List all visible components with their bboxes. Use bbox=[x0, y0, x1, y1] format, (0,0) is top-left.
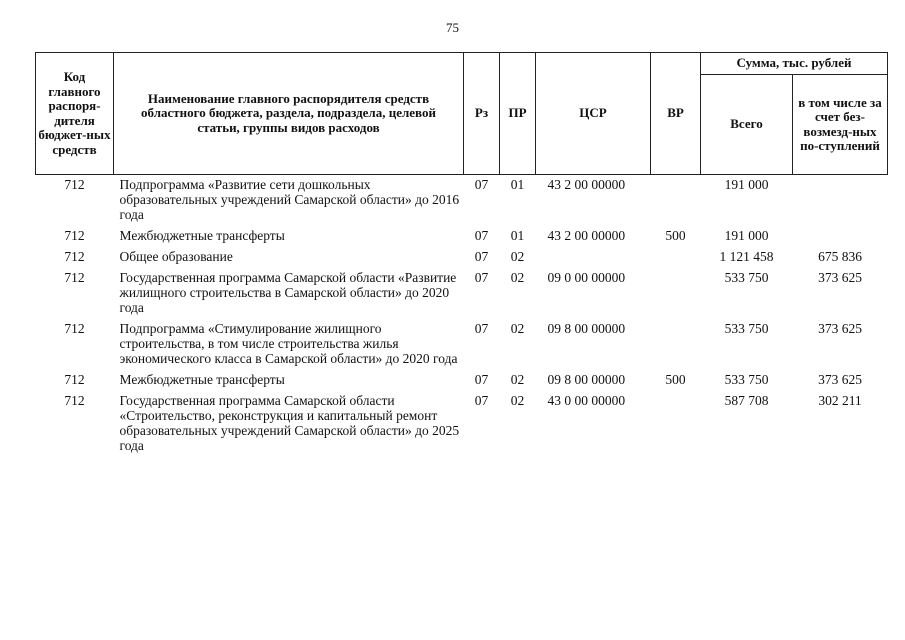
cell-name: Государственная программа Самарской области «Строительство, реконструкция и капитальный ремонт образовательных учреждений Самарской области» до 2025 года bbox=[119, 393, 460, 453]
cell-kod: 712 bbox=[64, 270, 85, 285]
table-header bbox=[36, 53, 888, 175]
cell-kod: 712 bbox=[64, 228, 85, 243]
cell-pr: 02 bbox=[510, 393, 525, 408]
table-row bbox=[36, 372, 888, 393]
cell-name: Государственная программа Самарской области «Развитие жилищного строительства в Самарской области» до 2020 года bbox=[119, 270, 457, 315]
table-row bbox=[36, 270, 888, 321]
cell-pr: 01 bbox=[510, 177, 525, 192]
cell-pr: 02 bbox=[510, 321, 525, 336]
cell-rz: 07 bbox=[474, 249, 489, 264]
cell-vr bbox=[651, 321, 701, 372]
cell-free bbox=[793, 228, 888, 249]
table-row bbox=[36, 393, 888, 459]
cell-rz: 07 bbox=[474, 228, 489, 243]
cell-name: Межбюджетные трансферты bbox=[119, 228, 285, 243]
cell-all: 191 000 bbox=[724, 177, 769, 192]
header-name: Наименование главного распорядителя средств областного бюджета, раздела, подраздела, целевой статьи, группы видов расходов bbox=[114, 53, 464, 175]
header-csr: ЦСР bbox=[536, 53, 651, 175]
cell-all: 533 750 bbox=[724, 372, 769, 387]
header-vsego: Всего bbox=[701, 75, 793, 175]
header-pr: ПР bbox=[500, 53, 536, 175]
cell-kod: 712 bbox=[64, 177, 85, 192]
cell-vr: 500 bbox=[665, 372, 686, 387]
cell-name: Общее образование bbox=[119, 249, 233, 264]
table-body bbox=[36, 175, 888, 460]
cell-csr bbox=[536, 249, 651, 270]
cell-pr: 02 bbox=[510, 270, 525, 285]
cell-rz: 07 bbox=[474, 393, 489, 408]
cell-free: 373 625 bbox=[818, 321, 862, 336]
cell-free: 373 625 bbox=[818, 270, 862, 285]
cell-name: Подпрограмма «Стимулирование жилищного строительства, в том числе строительства жилья экономического класса в Самарской области» до 2020 года bbox=[119, 321, 458, 366]
cell-free: 373 625 bbox=[818, 372, 862, 387]
cell-all: 533 750 bbox=[724, 321, 769, 336]
cell-kod: 712 bbox=[64, 249, 85, 264]
cell-csr: 09 8 00 00000 bbox=[547, 372, 626, 387]
cell-csr: 43 2 00 00000 bbox=[547, 177, 626, 192]
header-kod: Код главного распоря-дителя бюджет-ных средств bbox=[36, 53, 114, 175]
cell-free: 302 211 bbox=[818, 393, 862, 408]
cell-pr: 02 bbox=[510, 249, 525, 264]
cell-vr bbox=[651, 393, 701, 459]
budget-table bbox=[35, 52, 888, 459]
cell-all: 587 708 bbox=[724, 393, 769, 408]
header-vr: ВР bbox=[651, 53, 701, 175]
cell-rz: 07 bbox=[474, 270, 489, 285]
cell-all: 191 000 bbox=[724, 228, 769, 243]
cell-pr: 01 bbox=[510, 228, 525, 243]
cell-vr bbox=[651, 175, 701, 229]
cell-all: 1 121 458 bbox=[719, 249, 774, 264]
table-row bbox=[36, 228, 888, 249]
cell-pr: 02 bbox=[510, 372, 525, 387]
cell-kod: 712 bbox=[64, 321, 85, 336]
cell-kod: 712 bbox=[64, 393, 85, 408]
header-rz: Рз bbox=[464, 53, 500, 175]
page-number: 75 bbox=[446, 20, 459, 35]
cell-all: 533 750 bbox=[724, 270, 769, 285]
cell-rz: 07 bbox=[474, 372, 489, 387]
cell-csr: 09 0 00 00000 bbox=[547, 270, 626, 285]
cell-vr: 500 bbox=[665, 228, 686, 243]
table-row bbox=[36, 321, 888, 372]
table-row bbox=[36, 175, 888, 229]
cell-rz: 07 bbox=[474, 177, 489, 192]
cell-csr: 43 2 00 00000 bbox=[547, 228, 626, 243]
cell-csr: 43 0 00 00000 bbox=[547, 393, 626, 408]
cell-rz: 07 bbox=[474, 321, 489, 336]
cell-name: Межбюджетные трансферты bbox=[119, 372, 285, 387]
cell-vr bbox=[651, 270, 701, 321]
cell-kod: 712 bbox=[64, 372, 85, 387]
header-free: в том числе за счет без-возмезд-ных по-ступлений bbox=[793, 75, 888, 175]
cell-free: 675 836 bbox=[818, 249, 862, 264]
cell-free bbox=[793, 175, 888, 229]
table-row bbox=[36, 249, 888, 270]
cell-name: Подпрограмма «Развитие сети дошкольных образовательных учреждений Самарской области» до 2016 года bbox=[119, 177, 460, 222]
header-summa: Сумма, тыс. рублей bbox=[701, 53, 888, 75]
cell-vr bbox=[651, 249, 701, 270]
cell-csr: 09 8 00 00000 bbox=[547, 321, 626, 336]
